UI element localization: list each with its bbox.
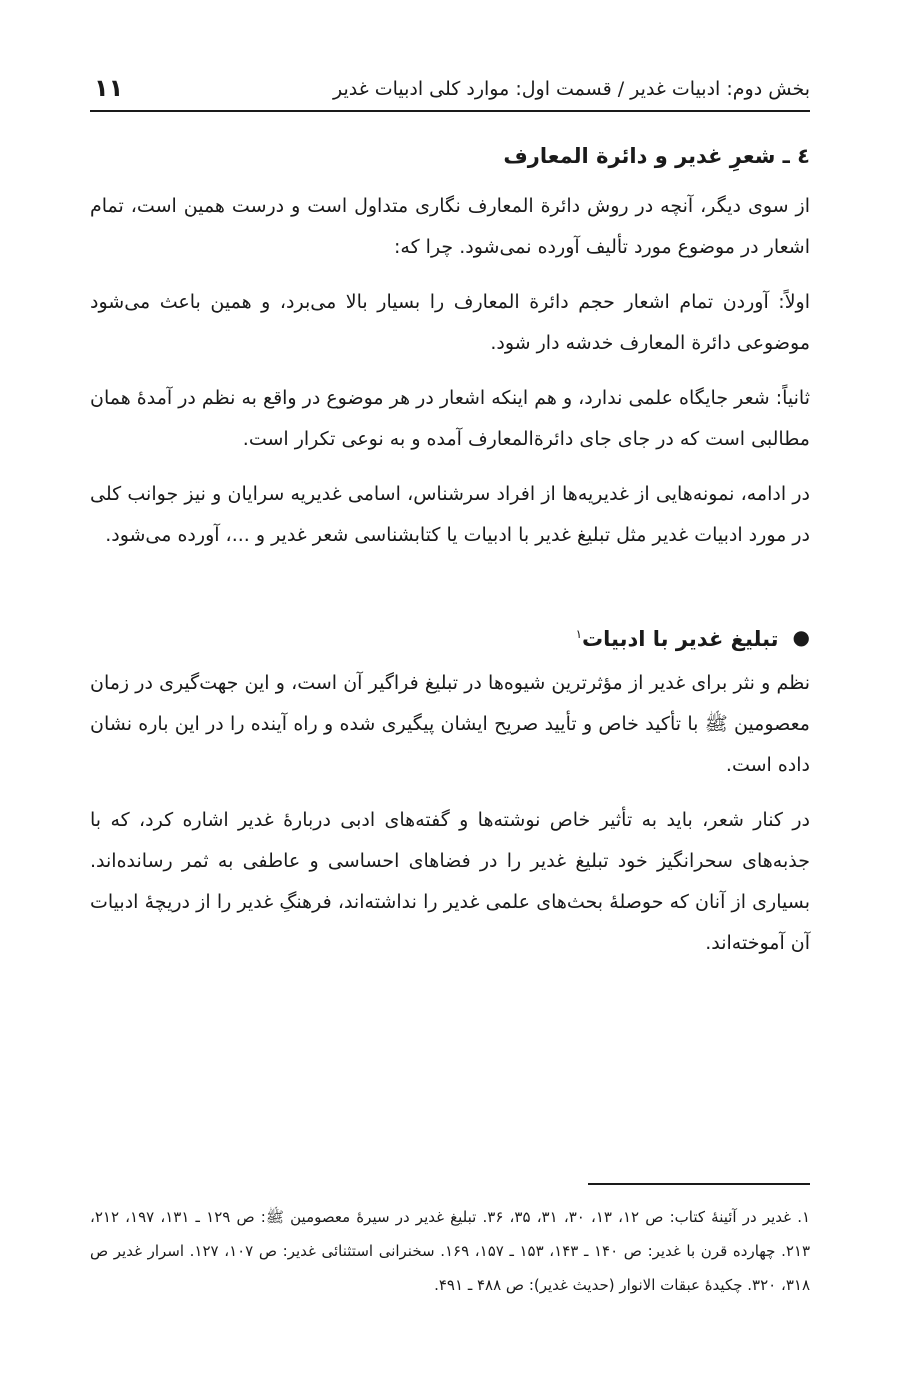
- book-page: [90, 0, 810, 1390]
- paragraph: ثانیاً: شعر جایگاه علمی ندارد، و هم اینکه اشعار در هر موضوع در واقع به نظم در آمدهٔ همان مطالبی است که در جای جای دائرةالمعارف آمده و به نوعی تکرار است.: [90, 387, 810, 450]
- subsection-heading: [90, 616, 810, 657]
- footnote-divider: [588, 1183, 810, 1185]
- running-title: بخش دوم: ادبیات غدیر / قسمت اول: موارد کلی ادبیات غدیر: [332, 78, 810, 100]
- subsection-title: [576, 616, 779, 657]
- paragraph: اولاً: آوردن تمام اشعار حجم دائرة المعارف را بسیار بالا می‌برد، و همین باعث می‌شود موضوعی دائرة المعارف خدشه دار شود.: [90, 291, 810, 354]
- paragraph: نظم و نثر برای غدیر از مؤثرترین شیوه‌ها در تبلیغ فراگیر آن است، و این جهت‌گیری در زمان معصومین ﷺ با تأکید خاص و تأیید صریح ایشان پیگیری شده و راه آینده را در این باره نشان داده است.: [90, 672, 810, 776]
- paragraph: در ادامه، نمونه‌هایی از غدیریه‌ها از افراد سرشناس، اسامی غدیریه سرایان و نیز جوانب کلی در مورد ادبیات غدیر مثل تبلیغ غدیر با ادبیات یا کتابشناسی شعر غدیر و ...، آورده می‌شود.: [90, 483, 810, 546]
- section-heading: ٤ ـ شعرِ غدیر و دائرة المعارف: [503, 144, 810, 168]
- footnote-reference[interactable]: ۱: [575, 627, 583, 641]
- bullet-icon: ●: [792, 624, 810, 649]
- paragraph: در کنار شعر، باید به تأثیر خاص نوشته‌ها و گفته‌های ادبی دربارهٔ غدیر اشاره کرد، که با جذبه‌های سحرانگیز خود تبلیغ غدیر را در فضاهای احساسی و عاطفی به ثمر رسانده‌اند. بسیاری از آنان که حوصلهٔ بحث‌های علمی غدیر را نداشته‌اند، فرهنگِ غدیر را از دریچهٔ ادبیات آن آموخته‌اند.: [90, 809, 810, 954]
- body-text: [90, 140, 810, 978]
- page-number: ۱۱: [94, 74, 124, 102]
- paragraph: از سوی دیگر، آنچه در روش دائرة المعارف نگاری متداول است و درست همین است، تمام اشعار در موضوع مورد تألیف آورده نمی‌شود. چرا که:: [90, 195, 810, 258]
- running-header: [90, 70, 810, 112]
- footnote: ۱. غدیر در آئینهٔ کتاب: ص ۱۲، ۱۳، ۳۰، ۳۱، ۳۵، ۳۶. تبلیغ غدیر در سیرهٔ معصومین ﷺ: ص ۱۲۹ ـ ۱۳۱، ۱۹۷، ۲۱۲، ۲۱۳. چهارده قرن با غدیر: ص ۱۴۰ ـ ۱۴۳، ۱۵۳ ـ ۱۵۷، ۱۶۹. سخنرانی استثنائی غدیر: ص ۱۰۷، ۱۲۷. اسرار غدیر ص ۳۱۸، ۳۲۰. چکیدهٔ عبقات الانوار (حدیث غدیر): ص ۴۸۸ ـ ۴۹۱.: [90, 1208, 811, 1294]
- subsection-title-text: تبلیغ غدیر با ادبیات: [582, 627, 779, 651]
